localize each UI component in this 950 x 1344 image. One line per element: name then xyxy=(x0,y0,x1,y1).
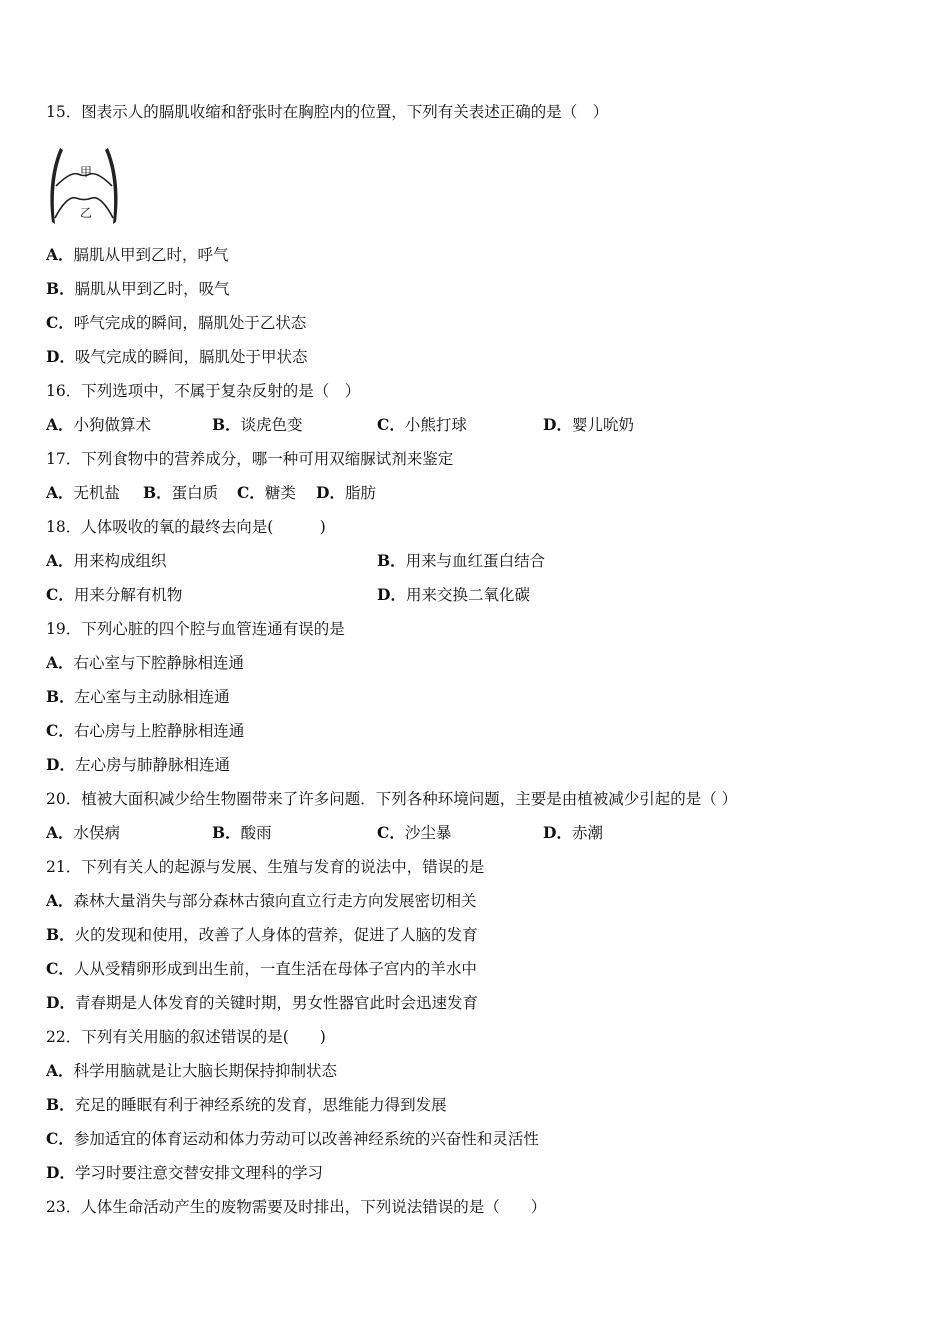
q21-option-c: C．人从受精卵形成到出生前，一直生活在母体子宫内的羊水中 xyxy=(46,959,477,978)
q15-option-c: C．呼气完成的瞬间，膈肌处于乙状态 xyxy=(46,313,307,332)
diaphragm-diagram xyxy=(46,138,122,230)
q19-option-d: D．左心房与肺静脉相连通 xyxy=(46,755,230,774)
q18-option-b: B．用来与血红蛋白结合 xyxy=(377,551,546,570)
q20-option-b: B．酸雨 xyxy=(212,823,272,842)
question-18-stem: 18．人体吸收的氧的最终去向是( ) xyxy=(46,518,326,536)
q16-option-c: C．小熊打球 xyxy=(377,415,467,434)
q18-option-a: A．用来构成组织 xyxy=(46,551,167,570)
label-yi: 乙 xyxy=(80,206,93,220)
q19-option-c: C．右心房与上腔静脉相连通 xyxy=(46,721,245,740)
q21-option-d: D．青春期是人体发育的关键时期，男女性器官此时会迅速发育 xyxy=(46,993,478,1012)
q20-option-a: A．水俣病 xyxy=(46,823,121,842)
q22-option-b: B．充足的睡眠有利于神经系统的发育，思维能力得到发展 xyxy=(46,1095,447,1114)
q17-option-c: C．糖类 xyxy=(237,483,296,502)
q18-option-c: C．用来分解有机物 xyxy=(46,585,183,604)
q15-option-d: D．吸气完成的瞬间，膈肌处于甲状态 xyxy=(46,347,308,366)
q20-option-c: C．沙尘暴 xyxy=(377,823,452,842)
q15-option-b: B．膈肌从甲到乙时，吸气 xyxy=(46,279,230,298)
q22-option-c: C．参加适宜的体育运动和体力劳动可以改善神经系统的兴奋性和灵活性 xyxy=(46,1129,539,1148)
q16-option-a: A．小狗做算术 xyxy=(46,415,152,434)
q18-option-d: D．用来交换二氧化碳 xyxy=(377,585,530,604)
q19-option-a: A．右心室与下腔静脉相连通 xyxy=(46,653,245,672)
q20-option-d: D．赤潮 xyxy=(543,823,603,842)
question-22-stem: 22．下列有关用脑的叙述错误的是( ) xyxy=(46,1028,326,1046)
q17-option-d: D．脂肪 xyxy=(316,483,376,502)
question-20-stem: 20．植被大面积减少给生物圈带来了许多问题．下列各种环境问题，主要是由植被减少引起的是（ ） xyxy=(46,790,738,808)
label-jia: 甲 xyxy=(80,165,93,179)
q22-option-d: D．学习时要注意交替安排文理科的学习 xyxy=(46,1163,323,1182)
question-21-stem: 21．下列有关人的起源与发展、生殖与发育的说法中，错误的是 xyxy=(46,858,485,876)
q21-option-a: A．森林大量消失与部分森林古猿向直立行走方向发展密切相关 xyxy=(46,891,477,910)
q15-option-a: A．膈肌从甲到乙时，呼气 xyxy=(46,245,229,264)
q16-option-b: B．谈虎色变 xyxy=(212,415,303,434)
q21-option-b: B．火的发现和使用，改善了人身体的营养，促进了人脑的发育 xyxy=(46,925,478,944)
q16-option-d: D．婴儿吮奶 xyxy=(543,415,634,434)
question-16-stem: 16．下列选项中，不属于复杂反射的是（ ） xyxy=(46,382,361,400)
q22-option-a: A．科学用脑就是让大脑长期保持抑制状态 xyxy=(46,1061,338,1080)
q17-option-a: A．无机盐 xyxy=(46,483,121,502)
q19-option-b: B．左心室与主动脉相连通 xyxy=(46,687,230,706)
question-17-stem: 17．下列食物中的营养成分，哪一种可用双缩脲试剂来鉴定 xyxy=(46,450,454,468)
q17-option-b: B．蛋白质 xyxy=(143,483,219,502)
question-19-stem: 19．下列心脏的四个腔与血管连通有误的是 xyxy=(46,620,345,638)
question-15-stem: 15．图表示人的膈肌收缩和舒张时在胸腔内的位置，下列有关表述正确的是（ ） xyxy=(46,103,609,121)
question-23-stem: 23．人体生命活动产生的废物需要及时排出，下列说法错误的是（ ） xyxy=(46,1198,547,1216)
